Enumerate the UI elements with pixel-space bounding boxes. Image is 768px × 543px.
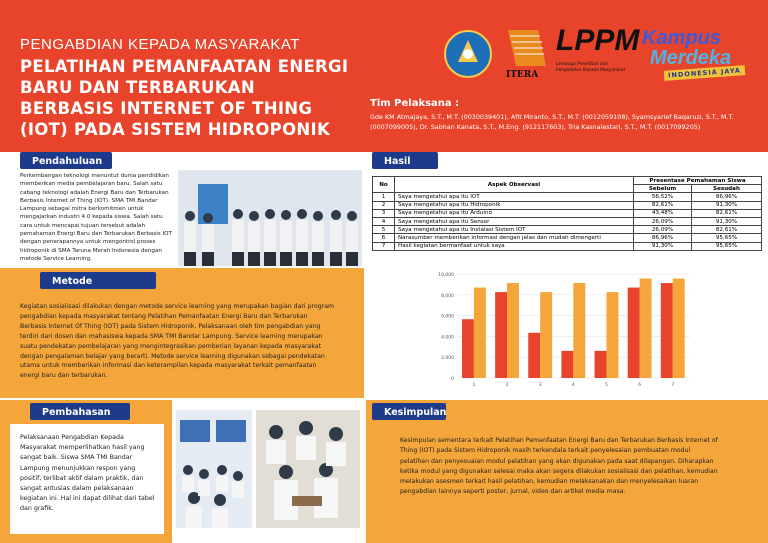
y-tick-label: 0: [451, 377, 454, 382]
bar-series-2-cat-5: [606, 292, 618, 378]
cell-sesudah: 86,96%: [692, 193, 762, 201]
cell-aspek: Narasumber memberikan informasi dengan jelas dan mudah dimengerti: [395, 234, 634, 242]
section-pembahasan: Pembahasan: [30, 403, 130, 420]
bar-series-1-cat-2: [495, 292, 507, 378]
bar-series-1-cat-3: [528, 333, 540, 378]
cell-no: 2: [373, 201, 395, 209]
x-tick-label: 7: [671, 383, 675, 388]
cell-no: 4: [373, 217, 395, 225]
results-table: [372, 176, 762, 251]
bar-chart-svg: [372, 264, 762, 394]
col-sebelum: Sebelum: [634, 185, 692, 193]
cell-aspek: Saya mengetahui apa itu Arduino: [395, 209, 634, 217]
x-tick-label: 4: [571, 383, 575, 388]
cell-aspek: Saya mengetahui apa itu Sensor: [395, 217, 634, 225]
bar-series-2-cat-3: [540, 292, 552, 378]
bar-series-2-cat-4: [573, 283, 585, 378]
table-header-row: [373, 177, 762, 185]
y-tick-label: 6,000: [441, 314, 454, 320]
y-tick-label: 4,000: [441, 335, 454, 341]
y-tick-label: 2,000: [441, 356, 454, 362]
cell-sebelum: 86,96%: [634, 234, 692, 242]
bar-series-1-cat-4: [561, 351, 573, 378]
kicker-title: PENGABDIAN KEPADA MASYARAKAT: [20, 36, 300, 53]
cell-sebelum: 82,61%: [634, 201, 692, 209]
cell-aspek: Hasil kegiatan bermanfaat untuk saya: [395, 242, 634, 250]
table-row: [373, 234, 762, 242]
table-row: [373, 193, 762, 201]
lppm-logo: [556, 26, 639, 74]
kampus-merdeka-logo: [642, 28, 745, 78]
y-tick-label: 8,000: [441, 293, 454, 299]
cell-no: 3: [373, 209, 395, 217]
cell-sebelum: 43,48%: [634, 209, 692, 217]
col-sesudah: Sesudah: [692, 185, 762, 193]
section-kesimpulan: Kesimpulan: [372, 403, 446, 420]
pendahuluan-text: Perkembangan teknologi menuntut dunia pendidikan memberikan media pembelajaran baru. Salah satu cabang teknologi adalah Energi Baru dan Terbarukan Berbasis Internet of Thing (IOT). SMA TMI Bandar Lampung sebagai mitra berkomitmen untuk mengajarkan industri 4.0 kepada siswa. Salah satu cara untuk mencapai tujuan tersebut adalah pemahaman Energi Baru dan Terbarukan Berbasis IOT dengan penerapannya untuk mengontrol proses hidroponik di SMA Taruna Merah Indonesia dengan metode Service Learning.: [20, 173, 172, 262]
pembahasan-text: Pelaksanaan Pengabdian Kepada Masyarakat memperlihatkan hasil yang sangat baik. Siswa SMA TMI Bandar Lampung menunjukkan respon yang positif, terlibat aktif dalam praktik, dan sangat antusias dalam pelaksanaan kegiatan ini. Hal ini dapat dilihat dari tabel dan grafik.: [20, 434, 155, 513]
x-tick-label: 2: [505, 383, 509, 388]
cell-sebelum: 91,30%: [634, 242, 692, 250]
bar-series-1-cat-7: [661, 283, 673, 378]
section-hasil: Hasil: [372, 152, 438, 169]
table-row: [373, 209, 762, 217]
x-tick-label: 1: [472, 383, 476, 388]
table-row: [373, 217, 762, 225]
metode-text: Kegiatan sosialisasi dilakukan dengan metode service learning yang merupakan bagian dari program pengabdian kepada masyarakat tentang Pelatihan Pemanfaatan Energi Baru dan Terbarukan Berbasis Internet Of Thing (IOT) pada Sistem Hidroponik. Pelaksanaan oleh tim pengabdian yang terdiri dari dosen dan mahasiswa kepada SMA TMI Bandar Lampung. Service learning merupakan suatu pendekatan pembelajaran yang mengintegrasikan pemberian layanan kepada masyarakat dengan pengalaman belajar yang berarti. Metode service learning digunakan sebagai pendekatan utama untuk memberikan informasi dan keterampilan kepada masyarakat terkait pemanfaatan energi baru dan terbarukan.: [20, 303, 335, 380]
x-tick-label: 5: [605, 383, 608, 388]
cell-sesudah: 95,65%: [692, 234, 762, 242]
lppm-label: LPPM: [556, 24, 640, 57]
cell-aspek: Saya mengetahui apa itu Hidroponik: [395, 201, 634, 209]
cell-sesudah: 95,65%: [692, 242, 762, 250]
table-row: [373, 226, 762, 234]
pembahasan-photo-2: [256, 410, 360, 528]
table-body: [373, 193, 762, 250]
cell-sesudah: 82,61%: [692, 226, 762, 234]
itera-logo: [498, 26, 552, 82]
pendahuluan-photo: [178, 170, 362, 266]
pembahasan-photo-1: [176, 410, 252, 528]
cell-sebelum: 26,09%: [634, 217, 692, 225]
bar-series-2-cat-6: [640, 279, 652, 378]
section-metode: Metode: [40, 272, 156, 289]
x-tick-label: 6: [638, 383, 642, 388]
kampus-label: Kampus: [642, 27, 721, 49]
indonesia-jaya-label: INDONESIA JAYA: [664, 65, 746, 81]
cell-aspek: Saya mengetahui apa itu Instalasi Sistem IOT: [395, 226, 634, 234]
table-row: [373, 201, 762, 209]
table-row: [373, 242, 762, 250]
cell-no: 1: [373, 193, 395, 201]
bar-series-2-cat-7: [673, 279, 685, 378]
bar-chart: [372, 264, 762, 394]
col-presentase: Presentase Pemahaman Siswa: [634, 177, 762, 185]
tut-wuri-logo-icon: [444, 30, 492, 78]
itera-label: ITERA: [506, 70, 539, 80]
team-members: Gde KM Atmajaya, S.T., M.T. (0030039401), Afit Miranto, S.T., M.T. (0012059108), Syamsyarief Baqaruzi, S.T., M.T. (0007099005), Dr. Sabhan Kanata, S.T., M.Eng. (912117603), Tria Kasnalestari, S.T., M.T. (0017099205): [370, 113, 734, 131]
cell-no: 6: [373, 234, 395, 242]
team-heading: Tim Pelaksana :: [370, 98, 460, 109]
kesimpulan-text: Kesimpulan sementara terkait Pelatihan Pemanfaatan Energi Baru dan Terbarukan Berbasis Internet of Thing (IOT) pada Sistem Hidroponik masih terkendala terkait penyelesaian pembuatan modul pelatihan dan penyesuaian modul pelatihan yang akan digunakan pada saat dilapangan. Diharapkan ketika modul yang digunakan selesai maka akan segera dilakukan sosialisasi dan pelatihan, kemudian melakukan asesmen terkait hasil pelatihan, kemudian melaksanakan dan menyelesaikan luaran pengabdian lainnya seperti poster, jurnal, video dan artikel media masa.: [400, 437, 718, 496]
cell-sesudah: 82,61%: [692, 209, 762, 217]
bar-series-1-cat-1: [462, 319, 474, 378]
bar-series-2-cat-2: [507, 283, 519, 378]
cell-aspek: Saya mengetahui apa itu IOT: [395, 193, 634, 201]
section-pendahuluan: Pendahuluan: [20, 152, 112, 169]
col-no: No: [373, 177, 395, 193]
y-tick-label: 10,000: [438, 273, 454, 278]
x-tick-label: 3: [538, 383, 542, 388]
bar-series-2-cat-1: [474, 288, 486, 378]
cell-sesudah: 91,30%: [692, 201, 762, 209]
cell-no: 5: [373, 226, 395, 234]
bar-series-1-cat-6: [628, 288, 640, 378]
col-aspek: Aspek Observasi: [395, 177, 634, 193]
poster-title: PELATIHAN PEMANFAATAN ENERGI BARU DAN TERBARUKAN BERBASIS INTERNET OF THING (IOT) PADA SISTEM HIDROPONIK: [20, 57, 349, 139]
cell-sesudah: 91,30%: [692, 217, 762, 225]
cell-sebelum: 26,09%: [634, 226, 692, 234]
bar-series-1-cat-5: [595, 351, 607, 378]
lppm-subtitle: Lembaga Penelitian dan Pengabdian Kepada Masyarakat: [556, 62, 626, 73]
merdeka-label: Merdeka: [650, 47, 732, 69]
cell-no: 7: [373, 242, 395, 250]
cell-sebelum: 56,52%: [634, 193, 692, 201]
